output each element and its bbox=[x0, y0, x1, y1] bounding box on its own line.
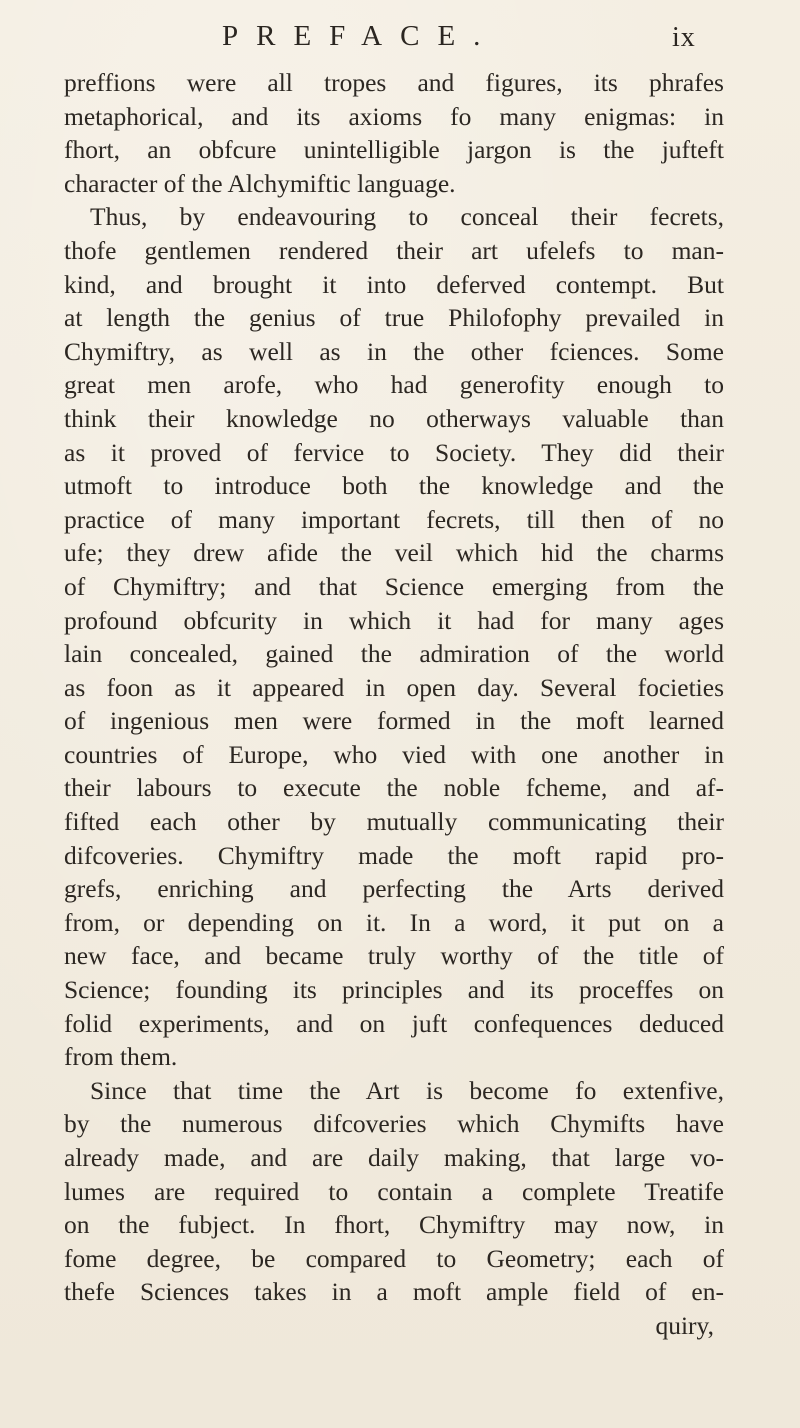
text-line: fome degree, be compared to Geometry; each of bbox=[64, 1243, 724, 1273]
text-line: countries of Europe, who vied with one another in bbox=[64, 739, 724, 769]
text-line: thofe gentlemen rendered their art ufelefs to man- bbox=[64, 235, 724, 265]
text-line: utmoft to introduce both the knowledge and the bbox=[64, 471, 724, 501]
text-line: profound obfcurity in which it had for many ages bbox=[64, 605, 724, 635]
text-line: by the numerous difcoveries which Chymifts have bbox=[64, 1109, 724, 1139]
text-line: think their knowledge no otherways valuable than bbox=[64, 403, 724, 433]
catchword: quiry, bbox=[655, 1310, 714, 1340]
text-line: Science; founding its principles and its proceffes on bbox=[64, 975, 724, 1005]
text-line: their labours to execute the noble fcheme, and af- bbox=[64, 773, 724, 803]
text-line: from, or depending on it. In a word, it put on a bbox=[64, 907, 724, 937]
text-line: thefe Sciences takes in a moft ample field of en- bbox=[64, 1277, 724, 1307]
text-line: great men arofe, who had generofity enough to bbox=[64, 370, 724, 400]
text-line: lain concealed, gained the admiration of the world bbox=[64, 639, 724, 669]
text-line: ufe; they drew afide the veil which hid the charms bbox=[64, 538, 724, 568]
text-line: lumes are required to contain a complete Treatife bbox=[64, 1176, 724, 1206]
text-line: of Chymiftry; and that Science emerging from the bbox=[64, 571, 724, 601]
text-line: preffions were all tropes and figures, its phrafes bbox=[64, 68, 724, 97]
text-line: of ingenious men were formed in the moft learned bbox=[64, 706, 724, 736]
text-line: difcoveries. Chymiftry made the moft rapid pro- bbox=[64, 840, 724, 870]
body-text bbox=[64, 66, 724, 1343]
text-line: kind, and brought it into deferved contempt. But bbox=[64, 269, 724, 299]
text-line: already made, and are daily making, that large vo- bbox=[64, 1143, 724, 1172]
text-line: fhort, an obfcure unintelligible jargon is the jufteft bbox=[64, 135, 724, 165]
text-line: Since that time the Art is become fo extenfive, bbox=[90, 1075, 724, 1105]
text-line: character of the Alchymiftic language. bbox=[64, 168, 456, 198]
text-line: at length the genius of true Philofophy prevailed in bbox=[64, 303, 724, 333]
text-line: new face, and became truly worthy of the title of bbox=[64, 941, 724, 971]
page-number: ix bbox=[672, 22, 696, 53]
running-head bbox=[222, 20, 722, 60]
text-line: practice of many important fecrets, till then of no bbox=[64, 504, 724, 534]
running-title: PREFACE. bbox=[222, 20, 499, 52]
text-line: grefs, enriching and perfecting the Arts derived bbox=[64, 874, 724, 904]
text-line: folid experiments, and on juft confequences deduced bbox=[64, 1008, 724, 1038]
text-line: on the fubject. In fhort, Chymiftry may now, in bbox=[64, 1210, 724, 1240]
text-line: metaphorical, and its axioms fo many enigmas: in bbox=[64, 101, 724, 131]
text-line: as foon as it appeared in open day. Several focieties bbox=[64, 672, 724, 702]
text-line: fifted each other by mutually communicating their bbox=[64, 807, 724, 837]
text-line: as it proved of fervice to Society. They did their bbox=[64, 437, 724, 467]
text-line: Chymiftry, as well as in the other fciences. Some bbox=[64, 336, 724, 366]
text-line: Thus, by endeavouring to conceal their fecrets, bbox=[90, 202, 724, 232]
text-line: from them. bbox=[64, 1042, 178, 1072]
